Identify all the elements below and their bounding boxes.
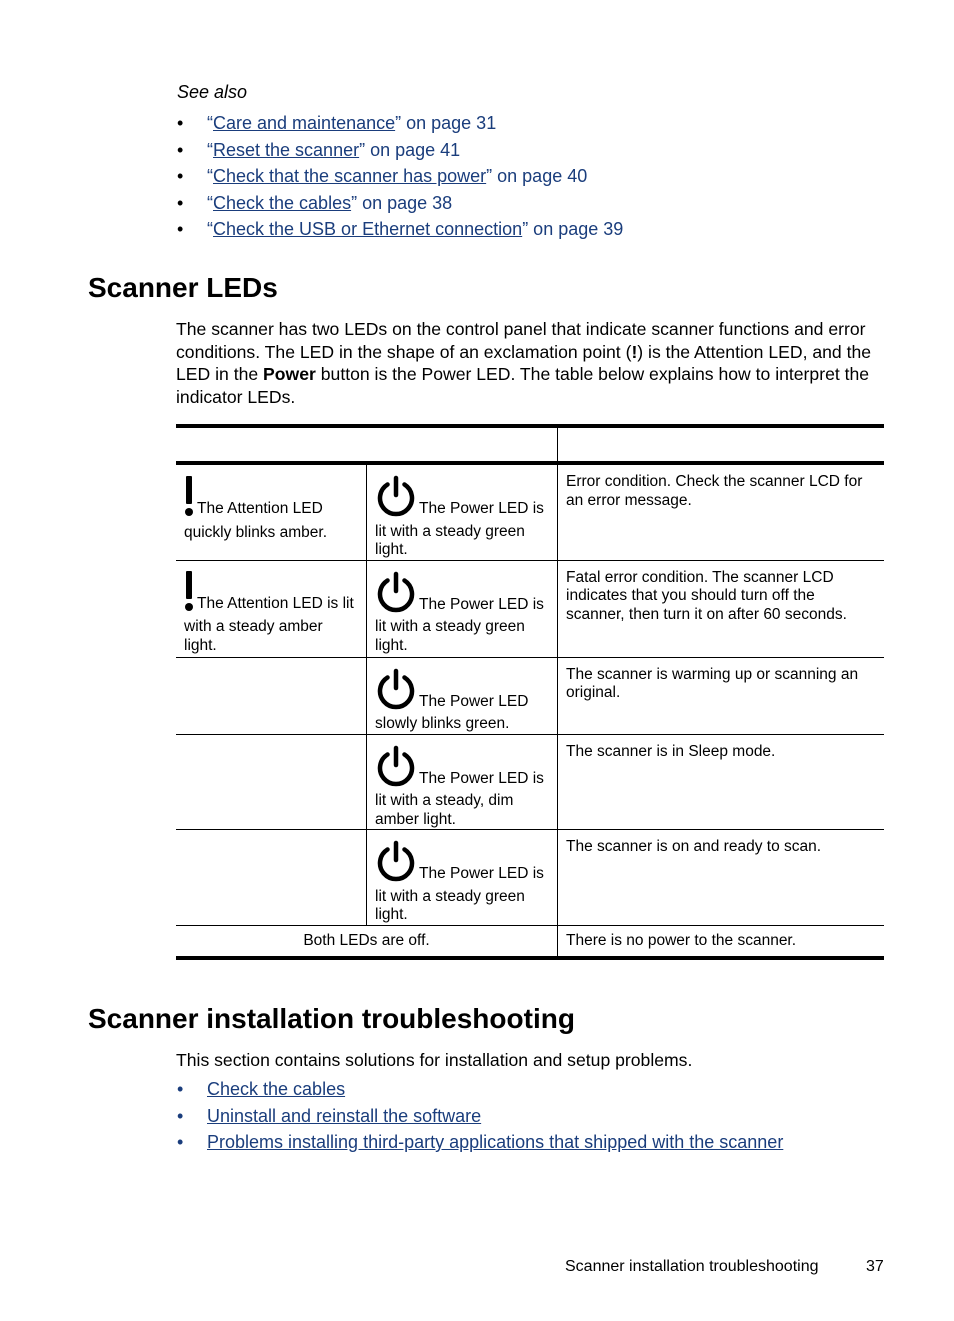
power-icon — [375, 745, 417, 793]
link-check-scanner-power[interactable]: Check that the scanner has power — [213, 166, 487, 186]
list-item — [177, 1077, 783, 1104]
leds-intro-paragraph — [176, 318, 888, 408]
list-item — [177, 111, 623, 138]
intro-text: ) is the Attention LED, and the LED in the — [176, 341, 872, 384]
list-item — [177, 138, 623, 165]
quote-open: “ — [207, 166, 213, 186]
quote-open: “ — [207, 113, 213, 133]
meaning-cell — [558, 560, 885, 657]
link-care-and-maintenance[interactable]: Care and maintenance — [213, 113, 396, 133]
table-header-row — [176, 426, 884, 463]
page-ref: ” on page 31 — [395, 113, 497, 133]
attention-cell — [176, 560, 367, 657]
list-item — [177, 164, 623, 191]
quote-open: “ — [207, 192, 213, 213]
meaning-cell: There is no power to the scanner. — [558, 926, 885, 958]
meaning-cell — [558, 657, 885, 734]
footer-page-number: 37 — [866, 1258, 884, 1275]
link-check-the-cables[interactable]: Check the cables — [207, 1079, 346, 1099]
list-item — [177, 1130, 783, 1157]
power-text: The Power LED is lit with a steady, dim amber light. — [375, 769, 544, 828]
list-item — [177, 1104, 783, 1131]
power-cell — [367, 463, 558, 560]
both-leds-cell: Both LEDs are off. — [176, 926, 558, 958]
power-text: The Power LED is lit with a steady green light. — [375, 595, 544, 654]
power-icon — [375, 571, 417, 619]
bullet-icon: • — [177, 1079, 184, 1099]
footer-section-title: Scanner installation troubleshooting — [565, 1258, 819, 1275]
bullet-icon: • — [177, 1132, 184, 1152]
exclamation-icon — [184, 571, 194, 619]
link-check-usb-ethernet[interactable]: Check the USB or Ethernet connection — [213, 219, 523, 239]
power-cell — [367, 734, 558, 830]
power-text: The Power LED is lit with a steady green light. — [375, 865, 544, 923]
meaning-text: The scanner is warming up or scanning an original. — [566, 665, 859, 701]
link-check-the-cables[interactable]: Check the cables — [213, 192, 352, 213]
attention-cell — [176, 830, 367, 926]
table-row — [176, 657, 884, 734]
attention-cell — [176, 463, 367, 560]
attention-cell — [176, 657, 367, 734]
section-heading-scanner-leds: Scanner LEDs — [88, 272, 278, 303]
bullet-icon: • — [177, 192, 184, 213]
power-icon — [375, 668, 417, 716]
see-also-title: See also — [177, 82, 248, 102]
exclamation-icon — [184, 476, 194, 524]
section-heading-installation-troubleshooting: Scanner installation troubleshooting — [88, 1003, 575, 1034]
attention-text: The Attention LED quickly blinks amber. — [184, 500, 328, 541]
link-uninstall-reinstall[interactable]: Uninstall and reinstall the software — [207, 1105, 482, 1126]
attention-text — [184, 830, 358, 840]
attention-cell — [176, 734, 367, 830]
bullet-icon: • — [177, 1105, 184, 1126]
link-reset-the-scanner[interactable]: Reset the scanner — [213, 139, 360, 160]
bullet-icon: • — [177, 166, 184, 186]
bullet-icon: • — [177, 219, 184, 239]
meaning-cell — [558, 830, 885, 926]
table-row — [176, 463, 884, 560]
power-icon — [375, 475, 417, 523]
installation-intro-paragraph: This section contains solutions for installation and setup problems. — [176, 1050, 693, 1070]
led-status-table — [176, 424, 884, 960]
intro-text: The scanner has two LEDs on the control panel that indicate scanner functions and error conditions. The LED in the shape of an exclamation point ( — [176, 319, 866, 362]
power-text: The Power LED slowly blinks green. — [375, 692, 529, 732]
list-item — [177, 217, 623, 244]
page-ref: ” on page 41 — [359, 139, 461, 160]
table-row — [176, 560, 884, 657]
power-text: The Power LED is lit with a steady green light. — [375, 500, 544, 558]
meaning-cell — [558, 463, 885, 560]
meaning-text: Error condition. Check the scanner LCD for an error message. — [566, 473, 863, 509]
bullet-icon: • — [177, 139, 184, 160]
table-row — [176, 734, 884, 830]
quote-open: “ — [207, 139, 213, 160]
meaning-text: The scanner is on and ready to scan. — [566, 838, 822, 855]
table-row — [176, 830, 884, 926]
power-icon — [375, 840, 417, 888]
table-row — [176, 926, 884, 958]
attention-text — [184, 658, 358, 668]
intro-power-bold: Power — [263, 364, 316, 384]
page-ref: ” on page 38 — [351, 192, 453, 213]
see-also-list — [177, 111, 623, 244]
power-cell — [367, 830, 558, 926]
attention-text — [184, 735, 358, 745]
troubleshooting-links-list — [177, 1077, 783, 1157]
quote-open: “ — [207, 219, 213, 239]
meaning-cell — [558, 734, 885, 830]
meaning-text: Fatal error condition. The scanner LCD indicates that you should turn off the scanner, then turn it on after 60 seconds. — [566, 568, 847, 623]
attention-text: The Attention LED is lit with a steady amber light. — [184, 594, 354, 654]
page-ref: ” on page 40 — [486, 166, 588, 186]
table-header-cell — [558, 426, 885, 463]
power-cell — [367, 560, 558, 657]
meaning-text: The scanner is in Sleep mode. — [566, 742, 776, 760]
intro-bang: ! — [631, 341, 638, 362]
intro-text: button is the Power LED. The table below explains how to interpret the indicator LEDs. — [176, 364, 870, 407]
bullet-icon: • — [177, 113, 184, 133]
list-item — [177, 191, 623, 218]
link-third-party-apps[interactable]: Problems installing third-party applications that shipped with the scanner — [207, 1132, 784, 1152]
table-header-cell — [176, 426, 558, 463]
page-ref: ” on page 39 — [522, 219, 624, 239]
power-cell — [367, 657, 558, 734]
